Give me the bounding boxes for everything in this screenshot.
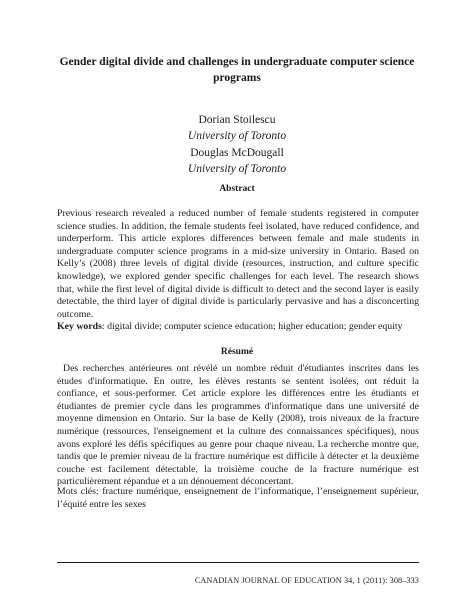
author-block <box>50 112 424 144</box>
journal-footer: CANADIAN JOURNAL OF EDUCATION 34, 1 (2011): 308–333 <box>194 576 419 585</box>
keywords-text: : digital divide; computer science education; higher education; gender equity <box>101 321 403 332</box>
resume-text: Des recherches antérieures ont révélé un nombre réduit d'étudiantes inscrites dans les études d'informatique. En outre, les élèves restants se sentent isolées, ont réduit la confiance, et sous-performer. Cet article explore les différences entre les étudiants et étudiantes de premier cycle dans les programmes d'informatique dans une université de moyenne dimension en Ontario. Sur la base de Kelly (2008), trois niveaux de la fracture numérique (ressources, l'enseignement et la culture des connaissances spécifiques), nous avons exploré les défis spécifiques au genre pour chaque niveau. La recherche montre que, tandis que le premier niveau de la fracture numérique est difficile à détecter et la deuxième couche est facilement détectable, la troisième couche de la fracture numérique est particulièrement répandue et a un dénouement déconcertant. <box>57 363 419 488</box>
mots-cles: Mots clés: fracture numérique, enseignement de l’informatique, l’enseignement supérieur, l’équité entre les sexes <box>57 486 419 510</box>
paper-title: Gender digital divide and challenges in undergraduate computer science programs <box>59 56 415 84</box>
author-affiliation: University of Toronto <box>187 163 287 175</box>
keywords-label: Key words <box>57 321 102 332</box>
keywords <box>57 321 419 334</box>
resume-heading: Résumé <box>220 347 254 357</box>
abstract-heading: Abstract <box>219 184 255 194</box>
author-block <box>50 145 424 177</box>
author-name: Dorian Stoilescu <box>198 114 276 126</box>
abstract-text: Previous research revealed a reduced number of female students registered in computer science studies. In addition, the female students feel isolated, have reduced confidence, and underperform. This article explores differences between female and male students in undergraduate computer science programs in a mid-size university in Ontario. Based on Kelly’s (2008) three levels of digital divide (resources, instruction, and culture specific knowledge), we explored gender specific challenges for each level. The research shows that, while the first level of digital divide is difficult to detect and the second layer is easily detectable, the third layer of digital divide is particularly pervasive and has a disconcerting outcome. <box>57 208 419 320</box>
author-affiliation: University of Toronto <box>187 130 287 142</box>
footer-rule <box>57 562 419 563</box>
author-name: Douglas McDougall <box>190 147 284 159</box>
